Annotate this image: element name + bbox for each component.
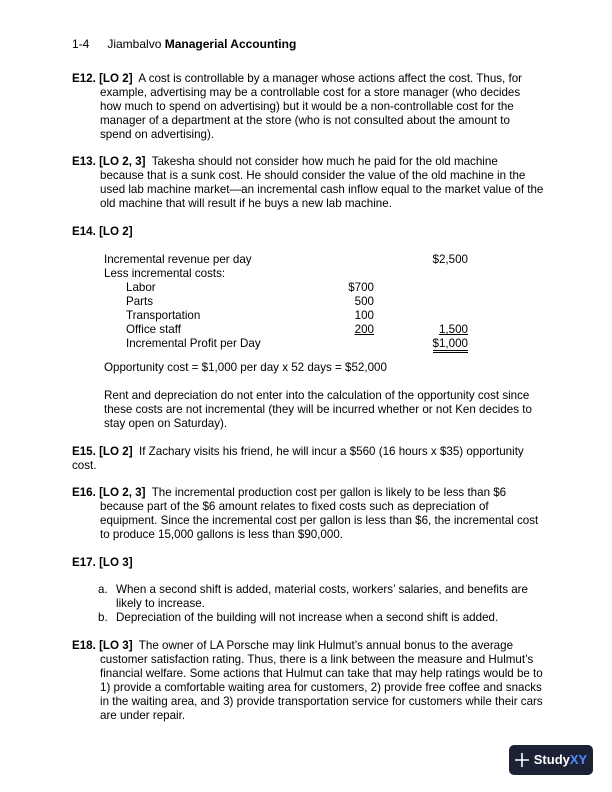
author: Jiambalvo bbox=[107, 37, 162, 51]
row-label: Less incremental costs: bbox=[104, 267, 226, 280]
row-value: 500 bbox=[354, 295, 374, 308]
row-value: $2,500 bbox=[432, 253, 468, 266]
e14-note: Rent and depreciation do not enter into the calculation of the opportunity cost since these costs are not incremental (they will be incurred whether or not Ken decides to stay open on Saturday). bbox=[104, 389, 532, 430]
exercise-text: Takesha should not consider how much he paid for the old machine because that is a sunk cost. He should consider the value of the old machine in the used lab machine market—an incremental cash inflow equal to the market value of the old machine that will result if he buys a new lab machine. bbox=[100, 155, 544, 210]
list-item bbox=[98, 583, 544, 611]
table-row bbox=[104, 253, 484, 267]
exercise-e13 bbox=[72, 155, 544, 211]
exercise-label: E14. [LO 2] bbox=[72, 225, 133, 238]
table-row bbox=[104, 337, 484, 351]
exercise-text: If Zachary visits his friend, he will incur a $560 (16 hours x $35) opportunity cost. bbox=[72, 445, 524, 472]
exercise-e16 bbox=[72, 486, 544, 542]
exercise-label: E16. [LO 2, 3] bbox=[72, 486, 146, 499]
brand-name: Study bbox=[533, 752, 570, 767]
list-marker: a. bbox=[98, 583, 108, 596]
list-item bbox=[98, 611, 544, 625]
incremental-profit-table bbox=[104, 253, 484, 351]
row-label: Office staff bbox=[126, 323, 181, 336]
opportunity-cost-line: Opportunity cost = $1,000 per day x 52 days = $52,000 bbox=[104, 361, 387, 374]
row-label: Labor bbox=[126, 281, 156, 294]
total-costs: 1,500 bbox=[438, 323, 468, 336]
exercise-label: E13. [LO 2, 3] bbox=[72, 155, 146, 168]
row-label: Incremental revenue per day bbox=[104, 253, 252, 266]
exercise-label: E12. [LO 2] bbox=[72, 72, 133, 85]
table-row bbox=[104, 295, 484, 309]
table-row bbox=[104, 309, 484, 323]
exercise-text: A cost is controllable by a manager whose actions affect the cost. Thus, for example, advertising may be a controllable cost for a store manager (who decides how much to spend on advertising) but it would be a non-controllable cost for the manager of a department at the store (who is not consulted about the amount to spend on advertising). bbox=[100, 72, 523, 141]
list-item-text: When a second shift is added, material costs, workers’ salaries, and benefits are likely to increase. bbox=[116, 583, 528, 610]
exercise-text: The incremental production cost per gallon is likely to be less than $6 because part of the $6 amount relates to fixed costs such as depreciation of equipment. Since the incremental cost per gallon is less than $6, the incremental cost to produce 15,000 gallons is less than $90,000. bbox=[100, 486, 539, 541]
exercise-label: E18. [LO 3] bbox=[72, 639, 133, 652]
row-value: 200 bbox=[354, 323, 374, 336]
plus-sparkle-icon bbox=[515, 753, 529, 767]
brand-accent: XY bbox=[569, 752, 588, 767]
exercise-text: The owner of LA Porsche may link Hulmut’s annual bonus to the average customer satisfaction rating. Thus, there is a link between the measure and Hulmut’s financial welfare. Some actions that Hulmut can take that may help ratings would be to 1) provide a comfortable waiting area for customers, 2) provide free coffee and snacks in the waiting area, and 3) provide transportation service for customers while their cars are under repair. bbox=[100, 639, 543, 722]
page-number: 1-4 bbox=[72, 37, 90, 51]
exercise-e17-label bbox=[72, 556, 544, 570]
table-row bbox=[104, 267, 484, 281]
exercise-e12 bbox=[72, 72, 544, 142]
table-row bbox=[104, 281, 484, 295]
row-label: Parts bbox=[126, 295, 154, 308]
e17-list bbox=[98, 583, 544, 625]
list-item-text: Depreciation of the building will not increase when a second shift is added. bbox=[116, 611, 499, 624]
exercise-e15 bbox=[72, 445, 544, 473]
exercise-e14-label bbox=[72, 225, 544, 239]
row-value: $700 bbox=[348, 281, 374, 294]
profit-value: $1,000 bbox=[433, 338, 468, 353]
row-value: 100 bbox=[354, 309, 374, 322]
exercise-e18 bbox=[72, 639, 544, 723]
row-label: Transportation bbox=[126, 309, 201, 322]
table-row bbox=[104, 323, 484, 337]
page-header bbox=[72, 37, 296, 51]
exercise-label: E15. [LO 2] bbox=[72, 445, 133, 458]
studyxy-badge[interactable] bbox=[509, 745, 593, 775]
exercise-label: E17. [LO 3] bbox=[72, 556, 133, 569]
row-label: Incremental Profit per Day bbox=[126, 337, 261, 350]
book-title: Managerial Accounting bbox=[164, 37, 297, 51]
list-marker: b. bbox=[98, 611, 108, 624]
